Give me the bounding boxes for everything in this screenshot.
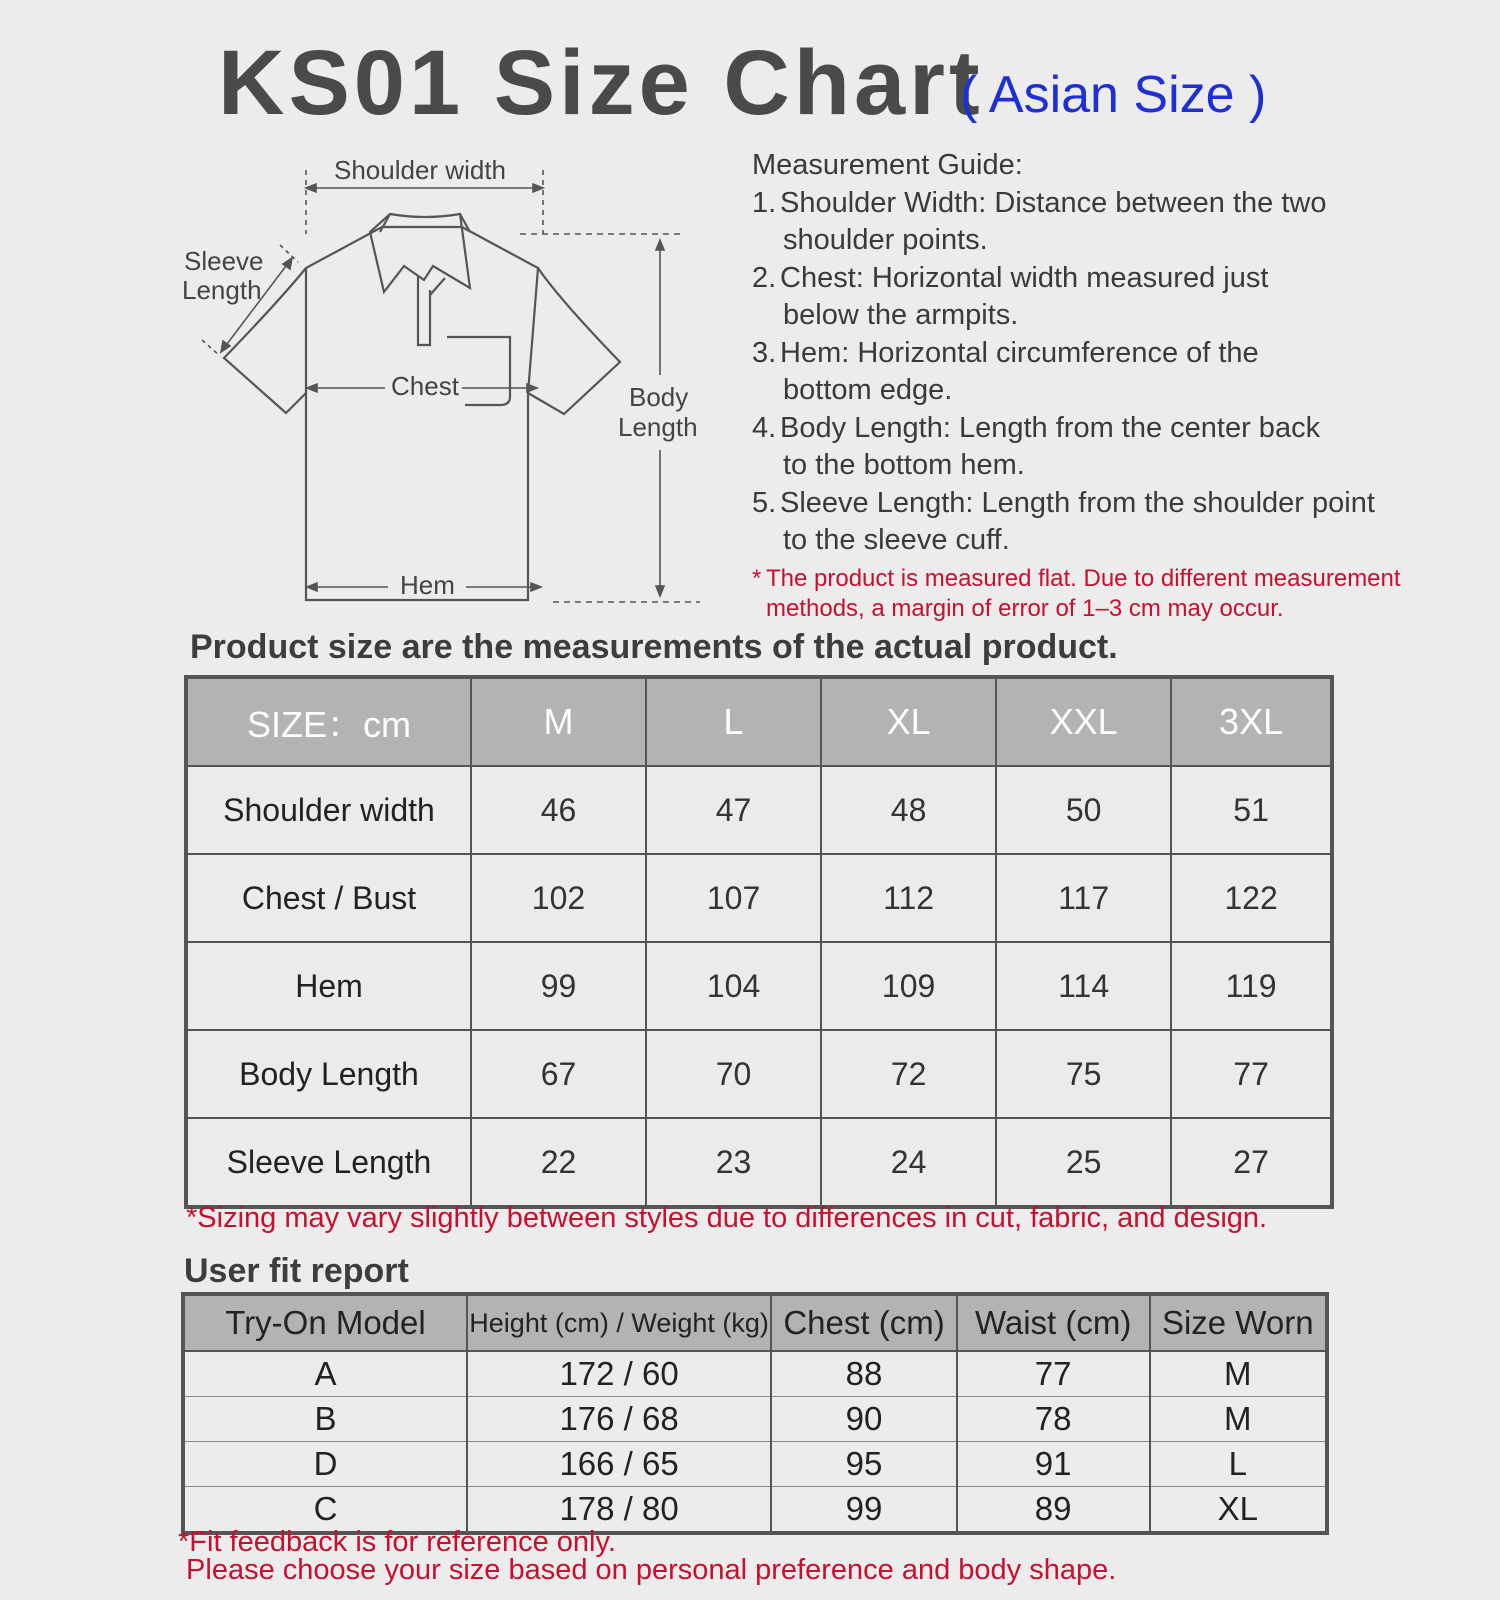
table-row [183,1351,1327,1397]
shirt-collar [370,214,470,292]
fit-report-heading: User fit report [184,1252,409,1290]
guide-item [752,185,1452,260]
page-title: KS01 Size Chart [218,32,984,134]
table-cell: 70 [646,1030,821,1118]
size-header-m: M [471,677,646,766]
table-cell: 46 [471,766,646,854]
shirt-diagram [170,150,730,620]
table-cell: 25 [996,1118,1171,1207]
table-cell: 47 [646,766,821,854]
guide-item [752,410,1452,485]
table-cell: C [183,1487,467,1534]
row-label: Shoulder width [186,766,471,854]
product-size-heading: Product size are the measurements of the actual product. [190,628,1118,666]
fit-note-line1: *Fit feedback is for reference only. [178,1526,616,1558]
table-row [186,1118,1332,1207]
fit-note-line2: Please choose your size based on personal preference and body shape. [178,1554,1117,1586]
table-cell: XL [1150,1487,1328,1534]
table-cell: 176 / 68 [467,1397,771,1442]
sizing-note: *Sizing may vary slightly between styles due to differences in cut, fabric, and design. [186,1202,1268,1234]
label-hem: Hem [400,570,455,600]
table-cell: 119 [1171,942,1332,1030]
table-cell: L [1150,1442,1328,1487]
note-line1: The product is measured flat. Due to different measurement [766,564,1401,592]
note-line2: methods, a margin of error of 1–3 cm may occur. [766,594,1284,622]
guide-item-line1: Hem: Horizontal circumference of the [780,336,1259,369]
table-cell: B [183,1397,467,1442]
fit-header-waist: Waist (cm) [957,1294,1150,1351]
table-cell: 166 / 65 [467,1442,771,1487]
note-star: * [752,564,762,592]
table-cell: 122 [1171,854,1332,942]
guide-item-line1: Sleeve Length: Length from the shoulder point [780,486,1375,519]
shirt-right-sleeve [528,268,620,414]
fit-header-chest: Chest (cm) [771,1294,957,1351]
table-cell: 78 [957,1397,1150,1442]
guide-item-line1: Shoulder Width: Distance between the two [780,186,1327,219]
shirt-body-outline [306,227,538,600]
table-cell: 27 [1171,1118,1332,1207]
guide-item-number: 5. [752,486,777,519]
table-cell: 48 [821,766,996,854]
fit-header-height-weight: Height (cm) / Weight (kg) [467,1294,771,1351]
guide-item-line1: Chest: Horizontal width measured just [780,261,1269,294]
table-cell: 23 [646,1118,821,1207]
table-cell: 89 [957,1487,1150,1534]
size-header-xxl: XXL [996,677,1171,766]
shirt-placket [418,276,430,345]
label-body-length-1: Body [629,382,689,412]
guide-item-line2: below the armpits. [783,299,1019,331]
table-row [183,1397,1327,1442]
guide-item-line2: to the bottom hem. [783,449,1025,481]
table-cell: 117 [996,854,1171,942]
table-cell: 112 [821,854,996,942]
row-label: Hem [186,942,471,1030]
guide-item-number: 3. [752,336,777,369]
label-shoulder-width: Shoulder width [334,155,506,185]
table-row [186,1030,1332,1118]
table-cell: 91 [957,1442,1150,1487]
size-table-header-row [186,677,1332,766]
table-cell: 99 [471,942,646,1030]
table-cell: 77 [1171,1030,1332,1118]
table-row [186,942,1332,1030]
label-sleeve-length-2: Length [182,275,262,305]
guide-item-number: 2. [752,261,777,294]
guide-item-line2: to the sleeve cuff. [783,524,1010,556]
measurement-note [752,564,1452,624]
fit-header-size-worn: Size Worn [1150,1294,1328,1351]
fit-table-header-row [183,1294,1327,1351]
fit-feedback-note [178,1528,1116,1584]
table-row [186,854,1332,942]
table-cell: 77 [957,1351,1150,1397]
table-cell: 75 [996,1030,1171,1118]
table-cell: 109 [821,942,996,1030]
table-cell: 88 [771,1351,957,1397]
table-cell: 102 [471,854,646,942]
guide-item [752,260,1452,335]
table-cell: A [183,1351,467,1397]
size-table [184,675,1334,1209]
size-header-xl: XL [821,677,996,766]
table-cell: M [1150,1351,1328,1397]
table-cell: 72 [821,1030,996,1118]
table-row [186,766,1332,854]
table-cell: 99 [771,1487,957,1534]
label-chest: Chest [391,371,459,401]
table-cell: D [183,1442,467,1487]
label-body-length-2: Length [618,412,698,442]
table-cell: 178 / 80 [467,1487,771,1534]
fit-header-model: Try-On Model [183,1294,467,1351]
table-cell: 104 [646,942,821,1030]
row-label: Chest / Bust [186,854,471,942]
table-cell: 107 [646,854,821,942]
table-cell: 22 [471,1118,646,1207]
guide-item [752,335,1452,410]
table-cell: 95 [771,1442,957,1487]
table-cell: 67 [471,1030,646,1118]
guide-heading: Measurement Guide: [752,149,1023,181]
guide-item-number: 4. [752,411,777,444]
table-cell: 114 [996,942,1171,1030]
page-subtitle: ( Asian Size ) [960,66,1267,124]
row-label: Body Length [186,1030,471,1118]
fit-report-table [181,1292,1329,1535]
measurement-guide [752,147,1452,624]
table-cell: 90 [771,1397,957,1442]
size-header-3xl: 3XL [1171,677,1332,766]
row-label: Sleeve Length [186,1118,471,1207]
table-cell: 172 / 60 [467,1351,771,1397]
size-header-l: L [646,677,821,766]
guide-item [752,485,1452,560]
table-cell: 50 [996,766,1171,854]
table-cell: 24 [821,1118,996,1207]
guide-item-line1: Body Length: Length from the center back [780,411,1321,444]
table-row [183,1442,1327,1487]
size-header-unit: SIZE：cm [186,677,471,766]
table-cell: 51 [1171,766,1332,854]
guide-item-line2: shoulder points. [783,224,988,256]
label-sleeve-length-1: Sleeve [184,246,264,276]
guide-item-number: 1. [752,186,777,219]
table-cell: M [1150,1397,1328,1442]
guide-item-line2: bottom edge. [783,374,953,406]
